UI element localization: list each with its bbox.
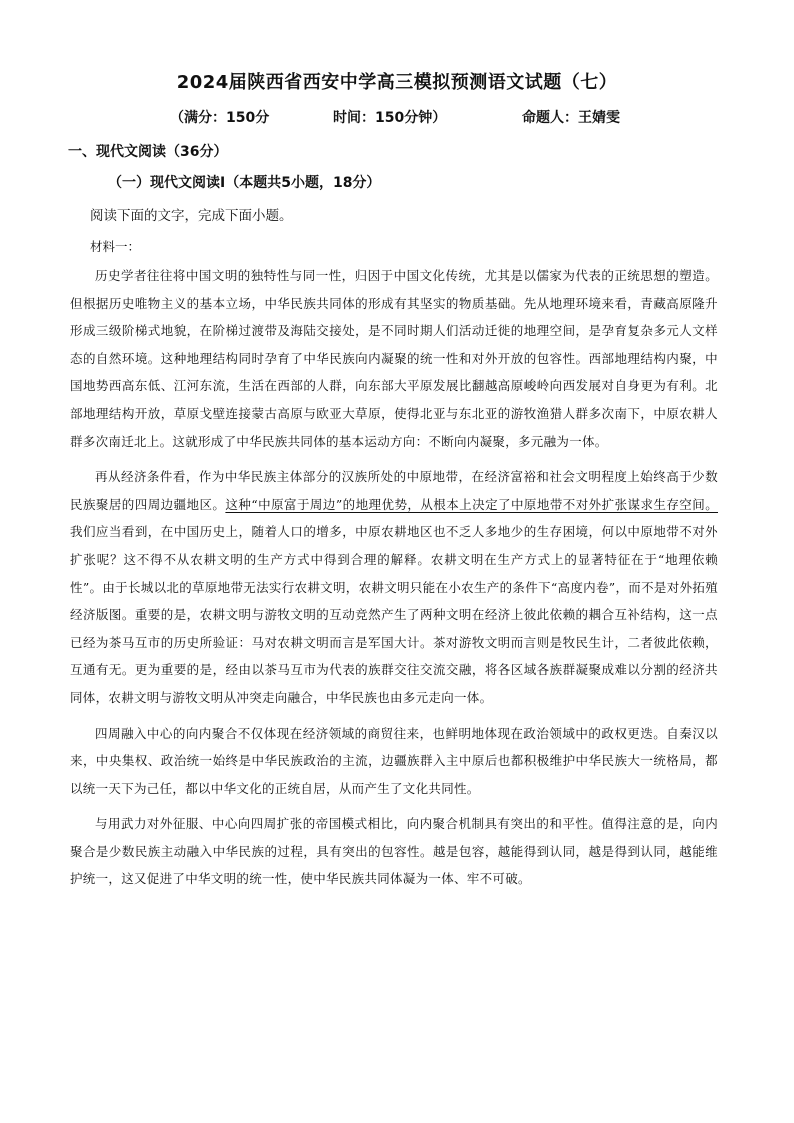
reading-passage	[70, 262, 718, 901]
paragraph-2	[70, 463, 718, 711]
paragraph-4: 与用武力对外征服、中心向四周扩张的帝国模式相比，向内聚合机制具有突出的和平性。值得注意的是，向内聚合是少数民族主动融入中华民族的过程，具有突出的包容性。越是包容，越能得到认同，越是得到认同，越能维护统一，这又促进了中华文明的统一性，使中华民族共同体凝为一体、牢不可破。	[70, 816, 718, 887]
paragraph-3: 四周融入中心的向内聚合不仅体现在经济领域的商贸往来，也鲜明地体现在政治领域中的政权更迭。自秦汉以来，中央集权、政治统一始终是中华民族政治的主流，边疆族群入主中原后也都积极维护中华民族大一统格局，都以统一天下为己任，都以中华文化的正统自居，从而产生了文化共同性。	[70, 725, 718, 796]
exam-title: 2024届陕西省西安中学高三模拟预测语文试题（七）	[176, 72, 618, 93]
material-label: 材料一：	[90, 239, 141, 254]
paragraph-1: 历史学者往往将中国文明的独特性与同一性，归因于中国文化传统，尤其是以儒家为代表的正统思想的塑造。但根据历史唯物主义的基本立场，中华民族共同体的形成有其坚实的物质基础。先从地理环境来看，青藏高原隆升形成三级阶梯式地貌，在阶梯过渡带及海陆交接处，是不同时期人们活动迁徙的地理空间，是孕育复杂多元人文样态的自然环境。这种地理结构同时孕育了中华民族向内凝聚的统一性和对外开放的包容性。西部地理结构内聚，中国地势西高东低、江河东流，生活在西部的人群，向东部大平原发展比翻越高原峻岭向西发展对自身更为有利。北部地理结构开放，草原戈壁连接蒙古高原与欧亚大草原，使得北亚与东北亚的游牧渔猎人群多次南下，中原农耕人群多次南迁北上。这就形成了中华民族共同体的基本运动方向：不断向内凝聚，多元融为一体。	[70, 268, 718, 449]
underlined-sentence: 这种“中原富于周边”的地理优势，从根本上决定了中原地带不对外扩张谋求生存空间。	[225, 496, 719, 512]
exam-time: 时间：150分钟）	[333, 110, 447, 126]
instruction-text: 阅读下面的文字，完成下面小题。	[90, 208, 293, 224]
paragraph-2-part-b: 我们应当看到，在中国历史上，随着人口的增多，中原农耕地区也不乏人多地少的生存困境，何以中原地带不对外扩张呢？这不得不从农耕文明的生产方式中得到合理的解释。农耕文明在生产方式上的显著特征在于“地理依赖性”。由于长城以北的草原地带无法实行农耕文明，农耕文明只能在小农生产的条件下“高度内卷”，而不是对外拓殖经济版图。重要的是，农耕文明与游牧文明的互动竞然产生了两种文明在经济上彼此依赖的耦合互补结构，这一点已经为茶马互市的历史所验证：马对农耕文明而言是军国大计。茶对游牧文明而言则是牧民生计，二者彼此依赖，互通有无。更为重要的是，经由以茶马互市为代表的族群交往交流交融，将各区域各族群凝聚成难以分割的经济共同体，农耕文明与游牧文明从冲突走向融合，中华民族也由多元走向一体。	[70, 524, 718, 705]
exam-author: 命题人：王婧雯	[522, 110, 620, 126]
paragraph-2-part-a: 再从经济条件看，作为中华民族主体部分的汉族所处的中原地带，在经济富裕和社会文明程度上始终高于少数民族聚居的四周边疆地区。	[70, 469, 718, 512]
subsection-heading: （一）现代文阅读Ⅰ（本题共5小题，18分）	[108, 175, 381, 191]
section-heading: 一、现代文阅读（36分）	[68, 144, 228, 160]
exam-meta	[0, 107, 794, 127]
full-score: （满分：150分	[170, 110, 270, 126]
